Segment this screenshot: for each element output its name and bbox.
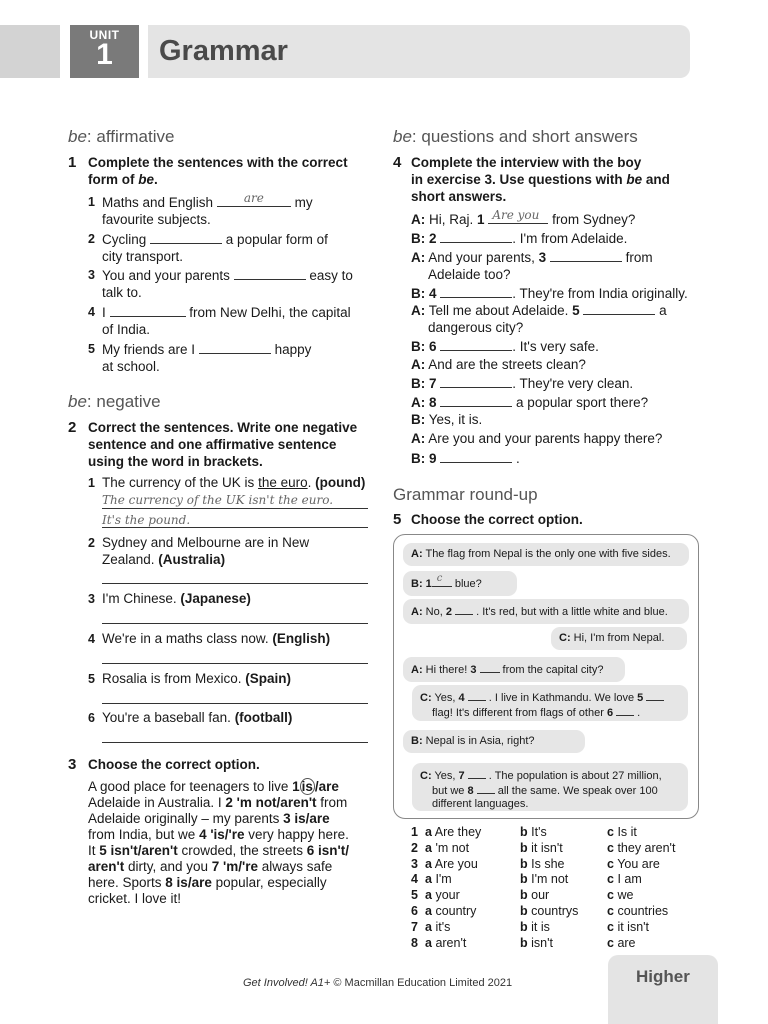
- dialogue-line: B: 4 . They're from India originally.: [411, 286, 688, 301]
- chat-bubble: C: Yes, 7 . The population is about 27 million, but we 8 all the same. We speak over 100 different languages.: [412, 763, 688, 811]
- ex1-item: 4 I from New Delhi, the capital of India.: [88, 305, 351, 337]
- answer-blank[interactable]: [455, 604, 473, 615]
- answer-line[interactable]: [102, 742, 368, 743]
- option-row: 8 a aren't b isn't c are: [411, 935, 636, 950]
- answer-blank[interactable]: [440, 338, 512, 351]
- ex2-item: 2 Sydney and Melbourne are in New Zealand. (Australia): [88, 535, 310, 567]
- answer-blank[interactable]: [440, 394, 512, 407]
- exercise-2-instruction: 2 Correct the sentences. Write one negative sentence and one affirmative sentence using the word in brackets.: [68, 419, 358, 469]
- ex2-item: 4 We're in a maths class now. (English): [88, 631, 331, 646]
- dialogue-line: A: 8 a popular sport there?: [411, 395, 649, 410]
- option-row: 3 a Are you b Is she c You are: [411, 856, 660, 871]
- answer-blank[interactable]: c: [432, 576, 452, 587]
- section-heading-affirmative: be: affirmative: [68, 127, 175, 146]
- option-row: 2 a 'm not b it isn't c they aren't: [411, 840, 676, 855]
- answer-blank[interactable]: [440, 285, 512, 298]
- answer-blank[interactable]: [440, 375, 512, 388]
- page-title: Grammar: [159, 35, 288, 67]
- answer-blank[interactable]: [550, 249, 622, 262]
- answer-blank[interactable]: [468, 768, 486, 779]
- dialogue-line: A: Are you and your parents happy there?: [411, 431, 663, 446]
- exercise-3-instruction: 3 Choose the correct option.: [68, 756, 260, 773]
- ex2-item: 5 Rosalia is from Mexico. (Spain): [88, 671, 292, 686]
- dialogue-line: B: 6 . It's very safe.: [411, 339, 599, 354]
- chat-bubble: C: Yes, 4 . I live in Kathmandu. We love 5 flag! It's different from flags of other 6 .: [412, 685, 688, 721]
- answer-blank[interactable]: Are you: [488, 211, 548, 224]
- section-heading-roundup: Grammar round-up: [393, 485, 538, 504]
- header-left-bar: [0, 25, 60, 78]
- level-label: Higher: [636, 967, 690, 986]
- chat-bubble: A: Hi there! 3 from the capital city?: [403, 657, 625, 682]
- ex1-item: 5 My friends are I happy at school.: [88, 342, 312, 374]
- answer-line[interactable]: [102, 663, 368, 664]
- circled-answer[interactable]: is: [301, 779, 313, 794]
- option-row: 6 a country b countrys c countries: [411, 903, 669, 918]
- answer-blank[interactable]: [477, 783, 495, 794]
- unit-label: UNIT: [89, 28, 120, 42]
- exercise-4-instruction: 4 Complete the interview with the boy in exercise 3. Use questions with be and short answers.: [393, 154, 670, 204]
- answer-blank[interactable]: [440, 230, 512, 243]
- section-heading-negative: be: negative: [68, 392, 161, 411]
- exercise-5-instruction: 5 Choose the correct option.: [393, 511, 583, 528]
- dialogue-line: B: 9 .: [411, 451, 520, 466]
- answer-blank[interactable]: [616, 705, 634, 716]
- answer-blank[interactable]: [583, 302, 655, 315]
- ex2-item: 6 You're a baseball fan. (football): [88, 710, 293, 725]
- dialogue-line: A: And are the streets clean?: [411, 357, 586, 372]
- dialogue-line: A: Hi, Raj. 1 Are you from Sydney?: [411, 208, 636, 227]
- answer-line[interactable]: [102, 583, 368, 584]
- answer-line[interactable]: [102, 703, 368, 704]
- section-heading-questions: be: questions and short answers: [393, 127, 638, 146]
- answer-blank[interactable]: [480, 662, 500, 673]
- answer-blank[interactable]: [646, 690, 664, 701]
- exercise-1-instruction: 1 Complete the sentences with the correct form of be.: [68, 154, 348, 187]
- handwritten-answer: The currency of the UK isn't the euro.: [102, 493, 334, 507]
- answer-line[interactable]: [102, 623, 368, 624]
- unit-number: 1: [96, 38, 113, 71]
- answer-blank[interactable]: [150, 231, 222, 244]
- option-row: 1 a Are they b It's c Is it: [411, 825, 637, 839]
- title-bar: [148, 25, 690, 78]
- option-row: 5 a your b our c we: [411, 888, 634, 903]
- chat-bubble: C: Hi, I'm from Nepal.: [551, 627, 687, 650]
- ex2-item: 1 The currency of the UK is the euro. (pound): [88, 475, 366, 490]
- unit-badge: [70, 25, 139, 78]
- answer-blank[interactable]: [234, 267, 306, 280]
- ex1-item: 3 You and your parents easy to talk to.: [88, 268, 353, 300]
- ex1-item: 1 Maths and English are my favourite subjects.: [88, 191, 313, 227]
- dialogue-line: B: 2 . I'm from Adelaide.: [411, 231, 628, 246]
- dialogue-line: A: And your parents, 3 from Adelaide too?: [411, 250, 653, 282]
- level-tab: [608, 955, 718, 1024]
- answer-line[interactable]: [102, 527, 368, 528]
- answer-blank[interactable]: [468, 690, 486, 701]
- ex2-item: 3 I'm Chinese. (Japanese): [88, 591, 251, 606]
- dialogue-line: A: Tell me about Adelaide. 5 a dangerous city?: [411, 303, 667, 335]
- answer-line[interactable]: [102, 508, 368, 509]
- answer-blank[interactable]: [440, 450, 512, 463]
- dialogue-line: B: Yes, it is.: [411, 412, 483, 427]
- answer-blank[interactable]: [199, 341, 271, 354]
- option-row: 4 a I'm b I'm not c I am: [411, 872, 642, 887]
- option-row: 7 a it's b it is c it isn't: [411, 919, 649, 934]
- chat-bubble: A: No, 2 . It's red, but with a little white and blue.: [403, 599, 689, 624]
- footer-copyright: Get Involved! A1+ © Macmillan Education Limited 2021: [243, 977, 513, 989]
- chat-bubble: B: 1 c blue?: [403, 571, 517, 596]
- exercise-3-text: A good place for teenagers to live 1 is /are Adelaide in Australia. I 2 'm not/aren't from Adelaide originally – my parents 3 is/are from India, but we 4 'is/'re very happy here. It 5 isn't/aren't crowded, the streets 6 isn't/ aren't dirty, and you 7 'm/'re always safe here. Sports 8 is/are popular, especially cricket. I love it!: [88, 779, 350, 906]
- options-grid: [411, 825, 711, 951]
- chat-bubble: B: Nepal is in Asia, right?: [403, 730, 585, 753]
- answer-blank[interactable]: [110, 304, 186, 317]
- chat-box: [393, 534, 699, 819]
- ex1-item: 2 Cycling a popular form of city transport.: [88, 232, 328, 264]
- handwritten-answer: It's the pound.: [102, 513, 191, 527]
- dialogue-line: B: 7 . They're very clean.: [411, 376, 634, 391]
- answer-blank[interactable]: are: [217, 194, 291, 207]
- chat-bubble: A: The flag from Nepal is the only one with five sides.: [403, 543, 689, 566]
